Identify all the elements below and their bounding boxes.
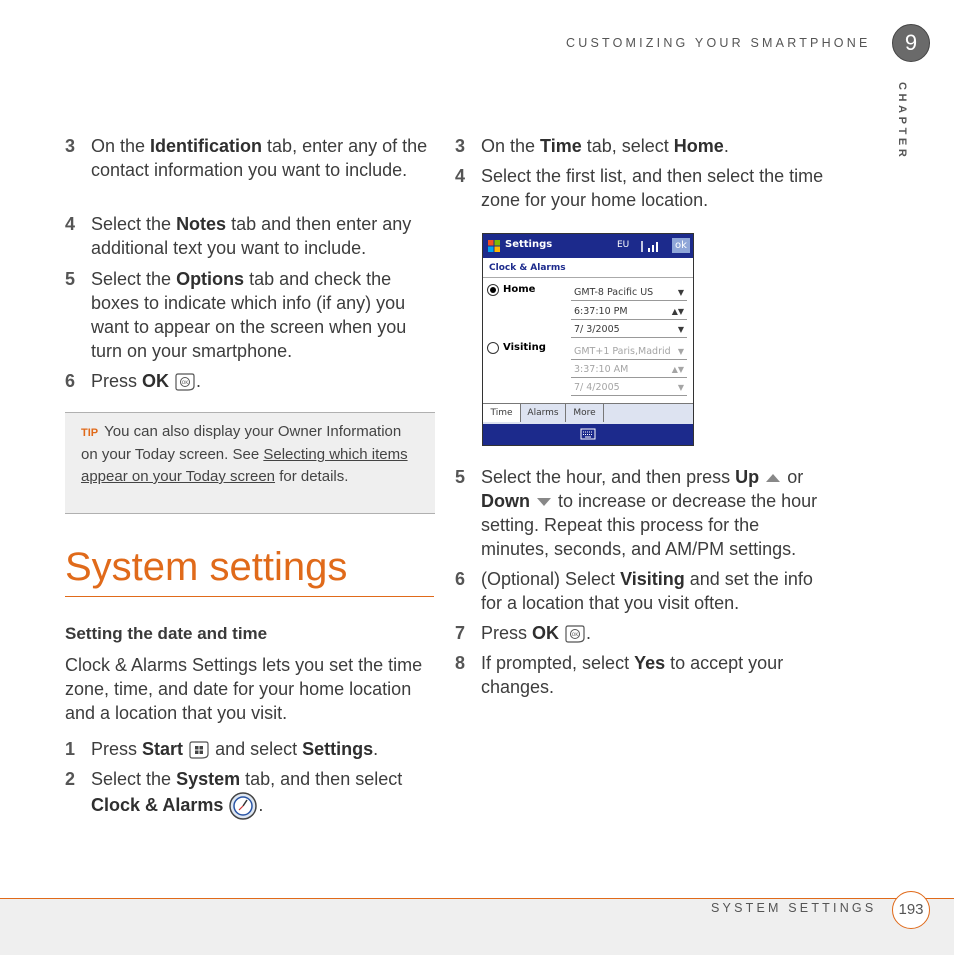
ok-button-icon bbox=[174, 372, 196, 392]
running-header: CUSTOMIZING YOUR SMARTPHONE bbox=[566, 36, 871, 50]
chapter-number-badge: 9 bbox=[892, 24, 930, 62]
home-time-field[interactable]: 6:37:10 PM ▲▼ bbox=[571, 304, 687, 320]
section-title: System settings bbox=[65, 545, 348, 589]
home-radio[interactable] bbox=[487, 284, 499, 296]
device-tabs bbox=[483, 403, 693, 424]
ok-button-icon bbox=[564, 624, 586, 644]
home-zone-select[interactable]: GMT-8 Pacific US ▼ bbox=[571, 285, 687, 301]
svg-text:OK: OK bbox=[571, 633, 579, 639]
device-subtitle: Clock & Alarms bbox=[489, 263, 566, 273]
clock-alarms-icon bbox=[228, 791, 258, 821]
visit-zone-select[interactable]: GMT+1 Paris,Madrid ▼ bbox=[571, 344, 687, 360]
running-footer: SYSTEM SETTINGS bbox=[711, 901, 877, 915]
signal-icon bbox=[639, 239, 663, 253]
device-title: Settings bbox=[505, 239, 553, 250]
section-rule bbox=[65, 596, 434, 597]
tip-link[interactable]: Selecting which items appear on your Today screen bbox=[81, 446, 408, 485]
network-status: EU bbox=[617, 240, 630, 250]
tab-time[interactable]: Time bbox=[483, 404, 521, 422]
visit-date-field[interactable]: 7/ 4/2005 ▼ bbox=[571, 380, 687, 396]
tab-alarms[interactable]: Alarms bbox=[521, 404, 566, 422]
home-date-field[interactable]: 7/ 3/2005 ▼ bbox=[571, 322, 687, 338]
tip-text: You can also display your Owner Information on your Today screen. See bbox=[81, 423, 402, 463]
visiting-label: Visiting bbox=[503, 342, 546, 353]
page-number: 193 bbox=[892, 891, 930, 929]
keyboard-icon[interactable] bbox=[580, 428, 596, 440]
device-screenshot bbox=[482, 233, 694, 446]
chapter-label: CHAPTER bbox=[896, 82, 908, 161]
device-ok-button[interactable]: ok bbox=[672, 238, 690, 253]
home-label: Home bbox=[503, 284, 536, 295]
down-arrow-icon bbox=[535, 496, 553, 508]
svg-text:OK: OK bbox=[181, 381, 189, 387]
visit-time-field[interactable]: 3:37:10 AM ▲▼ bbox=[571, 362, 687, 378]
intro-paragraph: Clock & Alarms Settings lets you set the time zone, time, and date for your home location and a location that you visit. bbox=[65, 655, 423, 723]
up-arrow-icon bbox=[764, 472, 782, 484]
subheading: Setting the date and time bbox=[65, 624, 268, 643]
start-button-icon bbox=[188, 740, 210, 760]
visiting-radio[interactable] bbox=[487, 342, 499, 354]
windows-logo-icon bbox=[487, 239, 501, 253]
tab-more[interactable]: More bbox=[566, 404, 604, 422]
device-divider bbox=[483, 277, 693, 278]
device-title-bar bbox=[483, 234, 693, 258]
tip-box: TIP You can also display your Owner Information on your Today screen. See Selecting which items appear on your Today screen for details. bbox=[65, 412, 435, 514]
tip-label: TIP bbox=[81, 427, 99, 439]
device-bottom-bar bbox=[483, 424, 693, 445]
